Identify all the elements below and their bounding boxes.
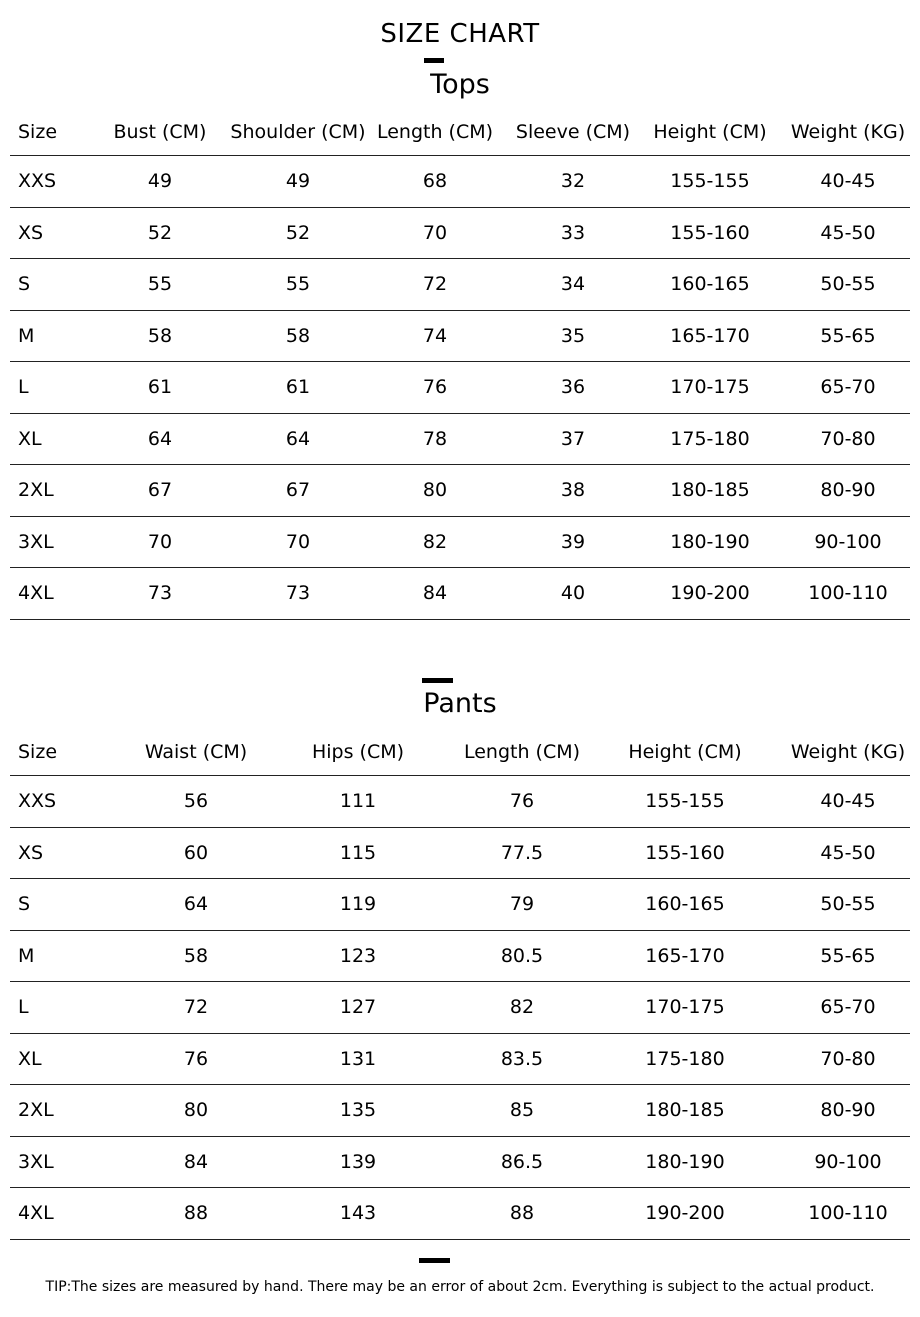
table-cell: M xyxy=(18,944,35,967)
table-cell: 61 xyxy=(147,376,173,399)
table-cell: S xyxy=(18,893,31,916)
title-divider xyxy=(424,58,444,63)
table-cell: XL xyxy=(18,1047,42,1070)
table-cell: 72 xyxy=(183,996,209,1019)
table-cell: 85 xyxy=(509,1099,535,1122)
table-cell: 170-175 xyxy=(670,376,750,399)
table-cell: 160-165 xyxy=(645,893,725,916)
table-cell: 70 xyxy=(422,221,448,244)
tip-note: TIP:The sizes are measured by hand. There may be an error of about 2cm. Everything is subject to the actual product. xyxy=(45,1279,875,1295)
table-cell: 180-190 xyxy=(670,530,750,553)
table-cell: 33 xyxy=(560,221,586,244)
table-cell: 45-50 xyxy=(820,221,876,244)
table-cell: 49 xyxy=(147,170,173,193)
table-cell: XS xyxy=(18,841,44,864)
table-cell: 82 xyxy=(422,530,448,553)
tops-header-row xyxy=(10,108,910,156)
table-cell: 40 xyxy=(560,582,586,605)
table-cell: 40-45 xyxy=(820,790,876,813)
tops-table-row xyxy=(10,568,910,620)
table-cell: 70 xyxy=(285,530,311,553)
tops-table xyxy=(10,108,910,620)
tops-section-title: Tops xyxy=(430,69,490,100)
pants-table-row xyxy=(10,931,910,983)
column-header: Sleeve (CM) xyxy=(515,120,631,143)
column-header: Height (CM) xyxy=(628,740,742,763)
table-cell: 135 xyxy=(339,1099,377,1122)
table-cell: 80.5 xyxy=(500,944,544,967)
table-cell: 80 xyxy=(183,1099,209,1122)
table-cell: 3XL xyxy=(18,530,54,553)
table-cell: 123 xyxy=(339,944,377,967)
table-cell: 58 xyxy=(183,944,209,967)
table-cell: 34 xyxy=(560,273,586,296)
table-cell: 45-50 xyxy=(820,841,876,864)
table-cell: 175-180 xyxy=(670,427,750,450)
table-cell: 70-80 xyxy=(820,1047,876,1070)
table-cell: 39 xyxy=(560,530,586,553)
table-cell: 155-160 xyxy=(645,841,725,864)
table-cell: 73 xyxy=(285,582,311,605)
table-cell: 36 xyxy=(560,376,586,399)
table-cell: 4XL xyxy=(18,582,54,605)
table-cell: 64 xyxy=(183,893,209,916)
table-cell: 84 xyxy=(183,1150,209,1173)
pants-table-row xyxy=(10,879,910,931)
table-cell: 55-65 xyxy=(820,324,876,347)
table-cell: 127 xyxy=(339,996,377,1019)
table-cell: 68 xyxy=(422,170,448,193)
tops-table-row xyxy=(10,465,910,517)
table-cell: 80 xyxy=(422,479,448,502)
table-cell: XXS xyxy=(18,170,57,193)
table-cell: 83.5 xyxy=(500,1047,544,1070)
table-cell: 119 xyxy=(339,893,377,916)
pants-section-title: Pants xyxy=(423,688,497,719)
table-cell: 55 xyxy=(147,273,173,296)
tops-table-row xyxy=(10,156,910,208)
tip-divider xyxy=(419,1258,450,1263)
table-cell: 64 xyxy=(285,427,311,450)
table-cell: 70 xyxy=(147,530,173,553)
pants-table xyxy=(10,728,910,1240)
pants-divider xyxy=(422,678,453,683)
table-cell: 50-55 xyxy=(820,893,876,916)
pants-table-row xyxy=(10,776,910,828)
table-cell: 3XL xyxy=(18,1150,54,1173)
table-cell: 84 xyxy=(422,582,448,605)
table-cell: 165-170 xyxy=(670,324,750,347)
table-cell: 190-200 xyxy=(645,1202,725,1225)
table-cell: 155-155 xyxy=(670,170,750,193)
table-cell: 37 xyxy=(560,427,586,450)
table-cell: XL xyxy=(18,427,42,450)
table-cell: 190-200 xyxy=(670,582,750,605)
table-cell: 67 xyxy=(147,479,173,502)
table-cell: 49 xyxy=(285,170,311,193)
table-cell: 64 xyxy=(147,427,173,450)
column-header: Length (CM) xyxy=(463,740,581,763)
column-header: Shoulder (CM) xyxy=(230,120,366,143)
tops-table-row xyxy=(10,362,910,414)
table-cell: 74 xyxy=(422,324,448,347)
table-cell: 55-65 xyxy=(820,944,876,967)
tops-table-row xyxy=(10,311,910,363)
table-cell: 70-80 xyxy=(820,427,876,450)
column-header: Size xyxy=(18,740,58,763)
tops-table-row xyxy=(10,208,910,260)
table-cell: L xyxy=(18,376,29,399)
table-cell: 180-185 xyxy=(670,479,750,502)
table-cell: 77.5 xyxy=(500,841,544,864)
pants-table-row xyxy=(10,1137,910,1189)
table-cell: 79 xyxy=(509,893,535,916)
page-title: SIZE CHART xyxy=(380,19,540,49)
table-cell: 50-55 xyxy=(820,273,876,296)
table-cell: 61 xyxy=(285,376,311,399)
table-cell: 72 xyxy=(422,273,448,296)
column-header: Size xyxy=(18,120,58,143)
table-cell: 52 xyxy=(147,221,173,244)
table-cell: 131 xyxy=(339,1047,377,1070)
table-cell: 111 xyxy=(339,790,377,813)
table-cell: 4XL xyxy=(18,1202,54,1225)
table-cell: L xyxy=(18,996,29,1019)
table-cell: XXS xyxy=(18,790,57,813)
table-cell: 73 xyxy=(147,582,173,605)
table-cell: 100-110 xyxy=(808,1202,888,1225)
pants-header-row xyxy=(10,728,910,776)
table-cell: 180-185 xyxy=(645,1099,725,1122)
table-cell: 58 xyxy=(147,324,173,347)
table-cell: 52 xyxy=(285,221,311,244)
pants-table-row xyxy=(10,1188,910,1240)
table-cell: 88 xyxy=(509,1202,535,1225)
table-cell: 76 xyxy=(509,790,535,813)
tops-table-row xyxy=(10,259,910,311)
table-cell: 160-165 xyxy=(670,273,750,296)
table-cell: 82 xyxy=(509,996,535,1019)
table-cell: 78 xyxy=(422,427,448,450)
table-cell: 90-100 xyxy=(814,1150,882,1173)
table-cell: M xyxy=(18,324,35,347)
table-cell: 155-160 xyxy=(670,221,750,244)
table-cell: 86.5 xyxy=(500,1150,544,1173)
pants-table-row xyxy=(10,828,910,880)
table-cell: 139 xyxy=(339,1150,377,1173)
tops-table-row xyxy=(10,517,910,569)
table-cell: 180-190 xyxy=(645,1150,725,1173)
table-cell: 58 xyxy=(285,324,311,347)
column-header: Waist (CM) xyxy=(144,740,248,763)
table-cell: 90-100 xyxy=(814,530,882,553)
table-cell: 155-155 xyxy=(645,790,725,813)
table-cell: 76 xyxy=(422,376,448,399)
pants-table-row xyxy=(10,1085,910,1137)
table-cell: S xyxy=(18,273,31,296)
table-cell: 175-180 xyxy=(645,1047,725,1070)
column-header: Bust (CM) xyxy=(113,120,207,143)
pants-table-row xyxy=(10,982,910,1034)
table-cell: 100-110 xyxy=(808,582,888,605)
table-cell: 55 xyxy=(285,273,311,296)
table-cell: 40-45 xyxy=(820,170,876,193)
table-cell: 165-170 xyxy=(645,944,725,967)
table-cell: 60 xyxy=(183,841,209,864)
table-cell: 80-90 xyxy=(820,479,876,502)
table-cell: 2XL xyxy=(18,479,54,502)
table-cell: XS xyxy=(18,221,44,244)
table-cell: 143 xyxy=(339,1202,377,1225)
column-header: Hips (CM) xyxy=(311,740,405,763)
pants-table-row xyxy=(10,1034,910,1086)
table-cell: 67 xyxy=(285,479,311,502)
column-header: Weight (KG) xyxy=(790,120,906,143)
table-cell: 65-70 xyxy=(820,376,876,399)
table-cell: 115 xyxy=(339,841,377,864)
table-cell: 35 xyxy=(560,324,586,347)
table-cell: 76 xyxy=(183,1047,209,1070)
column-header: Length (CM) xyxy=(376,120,494,143)
table-cell: 80-90 xyxy=(820,1099,876,1122)
column-header: Height (CM) xyxy=(653,120,767,143)
table-cell: 38 xyxy=(560,479,586,502)
table-cell: 65-70 xyxy=(820,996,876,1019)
table-cell: 88 xyxy=(183,1202,209,1225)
table-cell: 56 xyxy=(183,790,209,813)
table-cell: 2XL xyxy=(18,1099,54,1122)
table-cell: 170-175 xyxy=(645,996,725,1019)
tops-table-row xyxy=(10,414,910,466)
column-header: Weight (KG) xyxy=(790,740,906,763)
table-cell: 32 xyxy=(560,170,586,193)
